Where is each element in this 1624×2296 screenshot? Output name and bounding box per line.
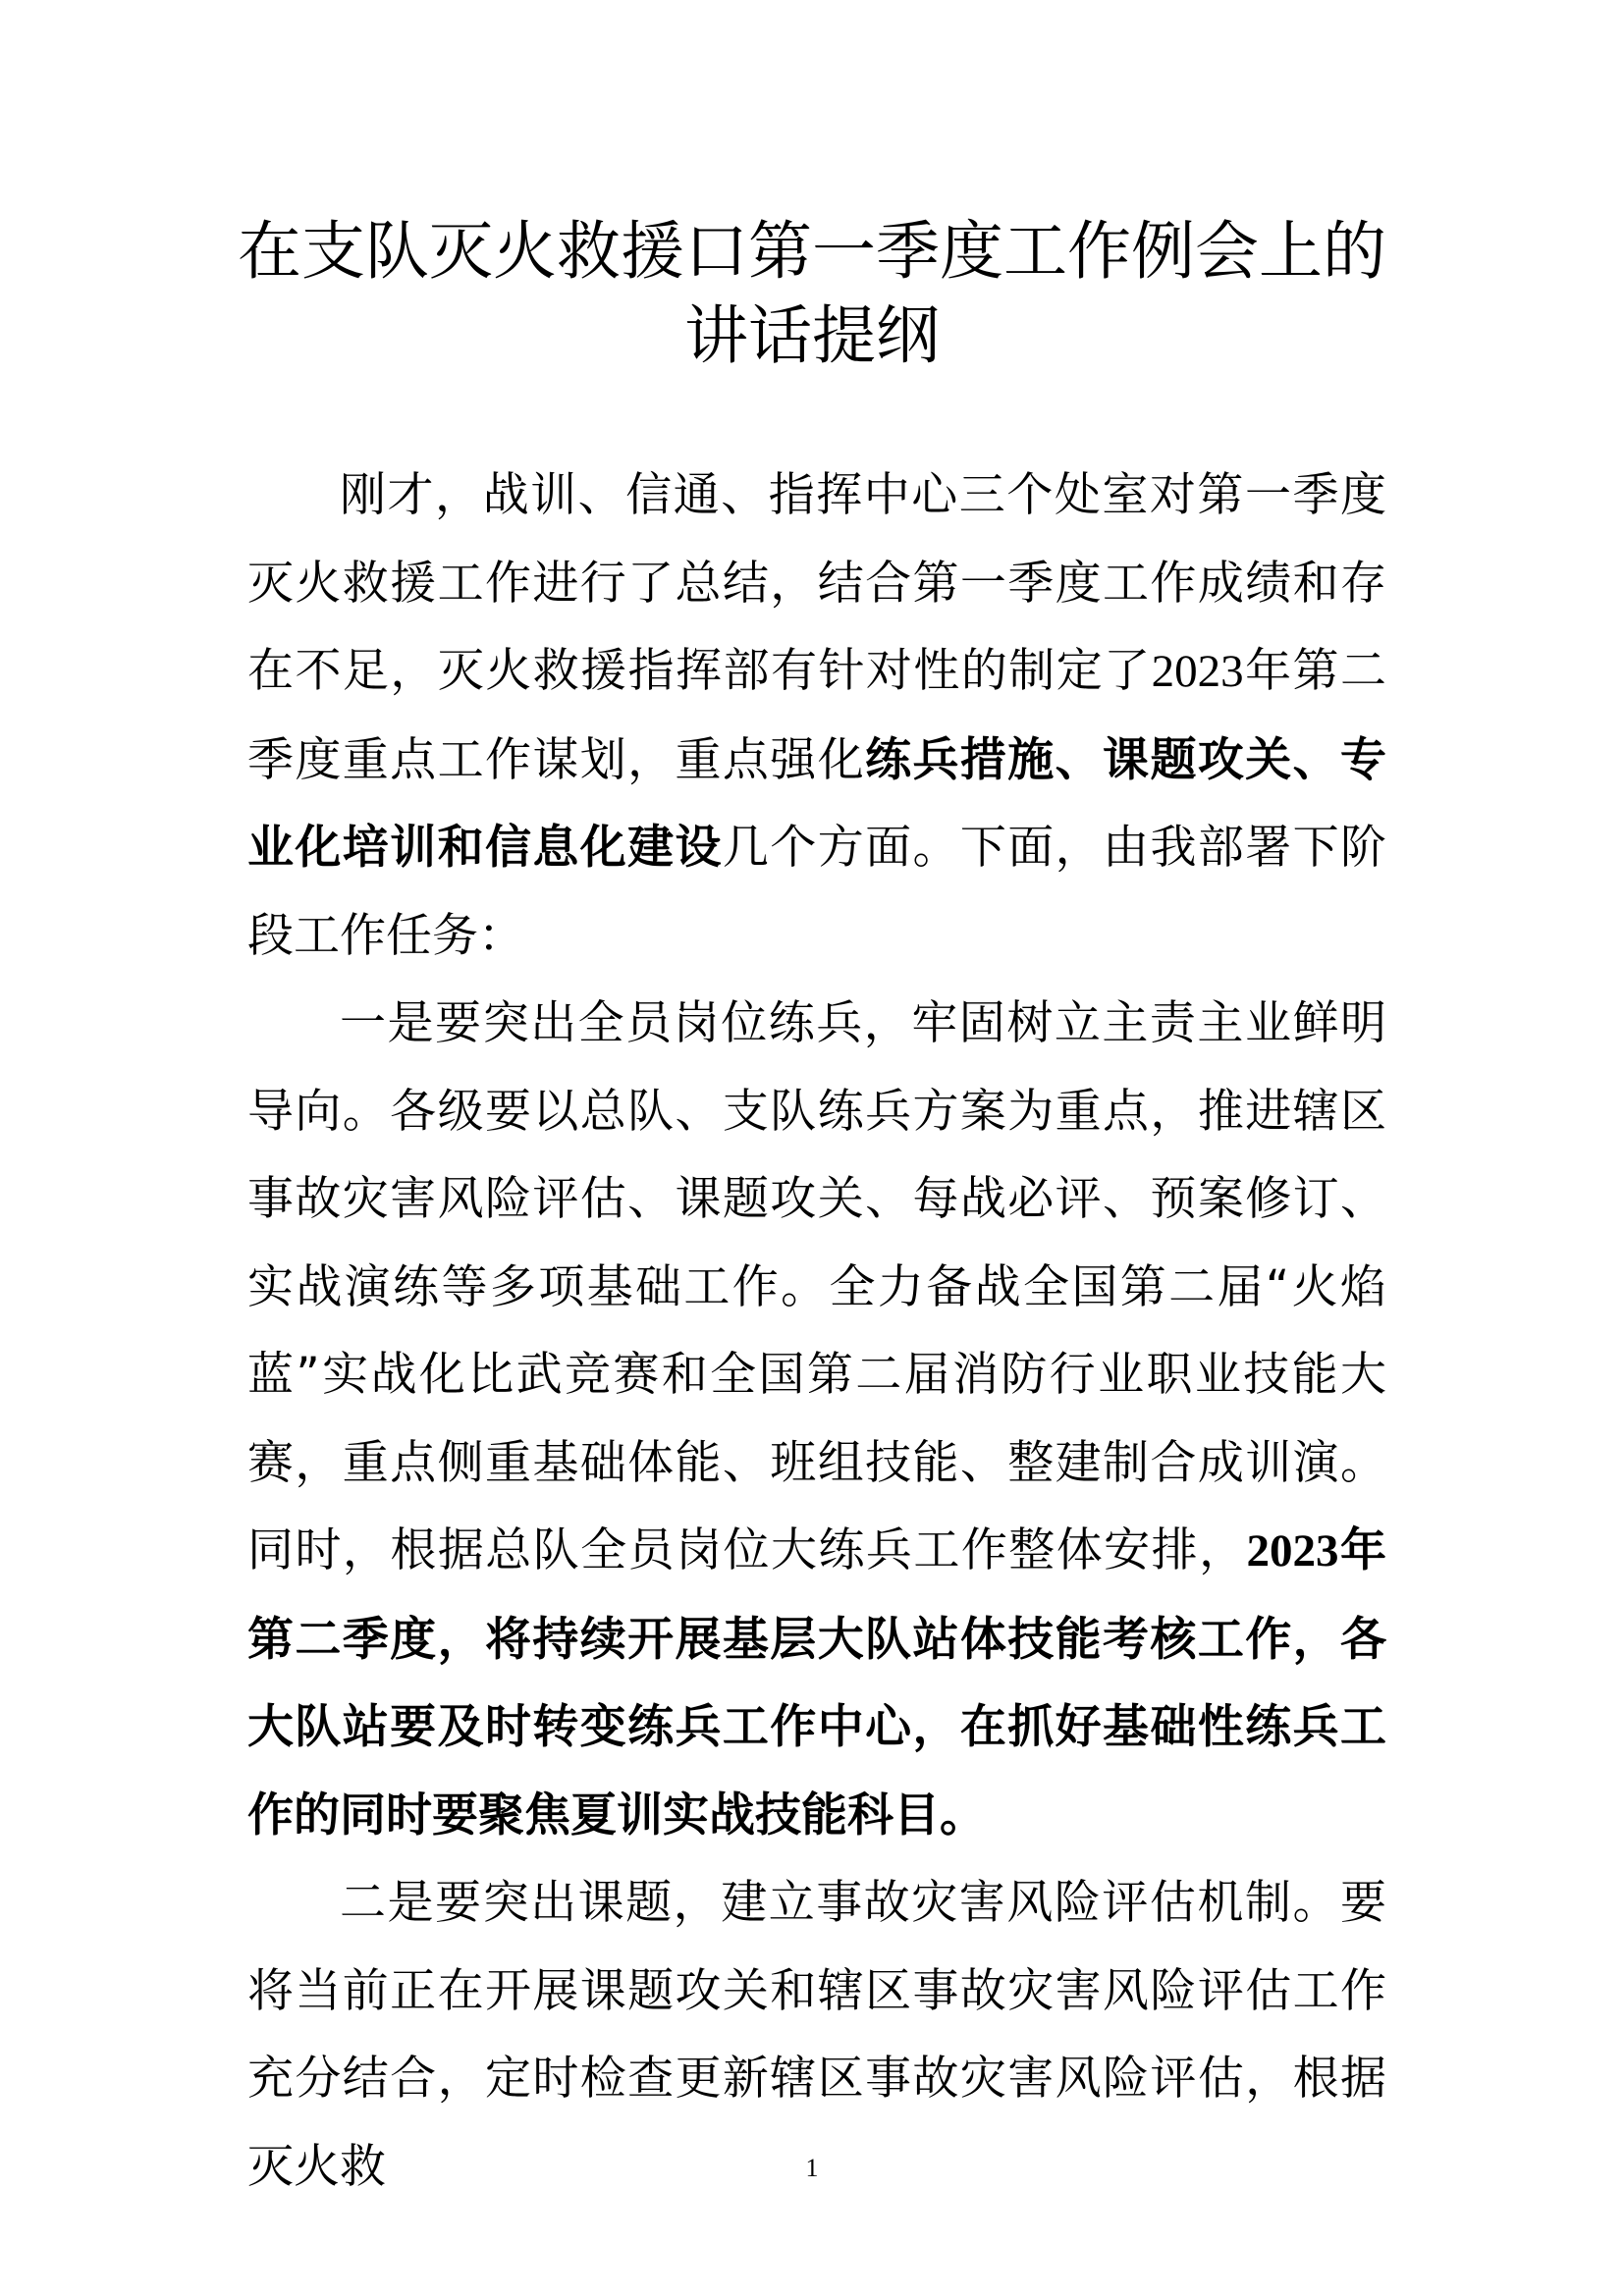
paragraph-intro-text-2: 年第二季度重点工作谋划，重点强化 bbox=[247, 644, 1387, 787]
paragraph-intro-bold: 练兵措施、课题攻关、专业化培训和信息化建设 bbox=[247, 732, 1387, 875]
title-line-2: 讲话提纲 bbox=[683, 299, 940, 373]
document-body bbox=[247, 452, 1386, 2211]
paragraph-point-one-bold: 年第二季度，将持续开展基层大队站体技能考核工作，各大队站要及时转变练兵工作中心，在抓好基础性练兵工作的同时要聚焦夏训实战技能科目。 bbox=[247, 1523, 1387, 1842]
paragraph-point-one-bold-year: 2023 bbox=[1246, 1525, 1339, 1576]
paragraph-intro-year: 2023 bbox=[1151, 646, 1244, 697]
paragraph-intro-text-3: 几个方面。下面，由我部署下阶段工作任务： bbox=[247, 821, 1387, 963]
document-title bbox=[196, 210, 1428, 379]
paragraph-point-two-text: 二是要突出课题，建立事故灾害风险评估机制。要将当前正在开展课题攻关和辖区事故灾害风险评估工作充分结合，定时检查更新辖区事故灾害风险评估，根据灭火救 bbox=[247, 1876, 1386, 2194]
paragraph-intro bbox=[247, 452, 1386, 980]
paragraph-point-one-text: 一是要突出全员岗位练兵，牢固树立主责主业鲜明导向。各级要以总队、支队练兵方案为重点，推进辖区事故灾害风险评估、课题攻关、每战必评、预案修订、实战演练等多项基础工作。全力备战全国第二届“火焰蓝”实战化比武竞赛和全国第二届消防行业职业技能大赛，重点侧重基础体能、班组技能、整建制合成训演。同时，根据总队全员岗位大练兵工作整体安排， bbox=[247, 996, 1386, 1577]
paragraph-intro-text: 刚才，战训、信通、指挥中心三个处室对第一季度灭火救援工作进行了总结，结合第一季度工作成绩和存在不足，灭火救援指挥部有针对性的制定了 bbox=[247, 468, 1386, 698]
title-line-1: 在支队灭火救援口第一季度工作例会上的 bbox=[237, 215, 1386, 289]
paragraph-point-one bbox=[247, 980, 1386, 1859]
page-number: 1 bbox=[805, 2154, 819, 2182]
